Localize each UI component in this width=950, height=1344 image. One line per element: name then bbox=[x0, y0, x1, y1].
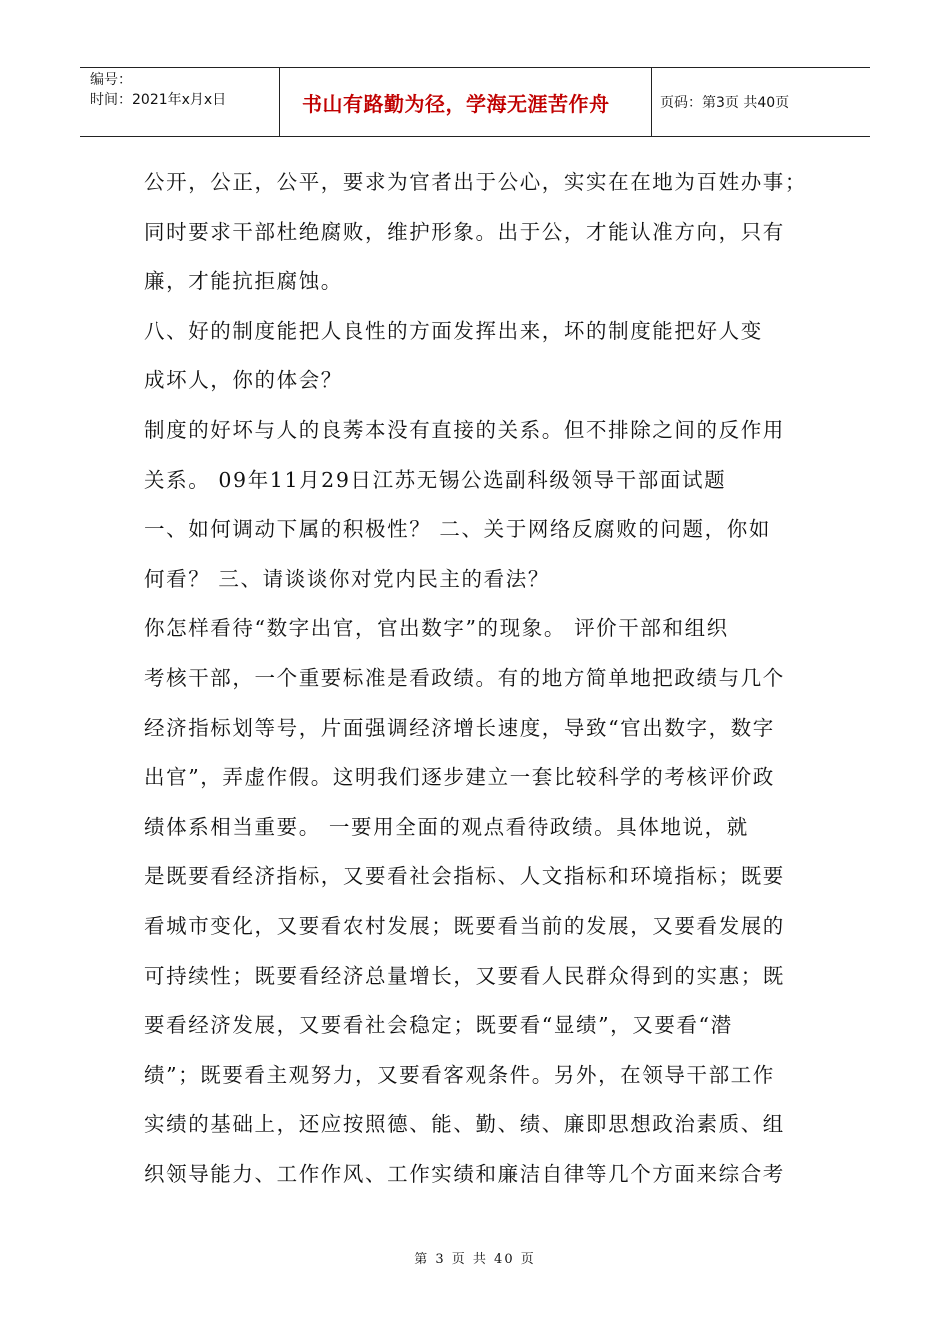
text-line: 八、好的制度能把人良性的方面发挥出来，坏的制度能把好人变 bbox=[144, 318, 763, 343]
text-line: 要看经济发展，又要看社会稳定；既要看“显绩”，又要看“潜 bbox=[144, 1013, 733, 1038]
document-body bbox=[144, 158, 810, 1199]
text-line: 绩”；既要看主观努力，又要看客观条件。另外，在领导干部工作 bbox=[144, 1062, 775, 1087]
header-page-info: 页码：第3页 共40页 bbox=[660, 95, 790, 111]
text-line: 实绩的基础上，还应按照德、能、勤、绩、廉即思想政治素质、组 bbox=[144, 1112, 785, 1137]
text-line: 公开，公正，公平，要求为官者出于公心，实实在在地为百姓办事； bbox=[144, 170, 807, 194]
document-number-label: 编号： bbox=[90, 72, 132, 88]
text-line: 成坏人，你的体会？ bbox=[144, 368, 343, 393]
text-line: 是既要看经济指标，又要看社会指标、人文指标和环境指标；既要 bbox=[144, 864, 785, 889]
header-meta bbox=[80, 68, 280, 136]
text-line: 你怎样看待“数字出官，官出数字”的现象。 评价干部和组织 bbox=[144, 616, 729, 641]
text-line: 出官”，弄虚作假。这明我们逐步建立一套比较科学的考核评价政 bbox=[144, 765, 775, 790]
text-line: 制度的好坏与人的良莠本没有直接的关系。但不排除之间的反作用 bbox=[144, 417, 785, 442]
text-line: 看城市变化，又要看农村发展；既要看当前的发展，又要看发展的 bbox=[144, 913, 785, 938]
page-footer: 第 3 页 共 40 页 bbox=[414, 1252, 536, 1267]
text-line: 绩体系相当重要。 一要用全面的观点看待政绩。具体地说，就 bbox=[144, 814, 749, 839]
text-line: 一、如何调动下属的积极性？ 二、关于网络反腐败的问题，你如 bbox=[144, 517, 771, 542]
document-date-label: 时间：2021年x月x日 bbox=[90, 92, 227, 108]
text-line: 同时要求干部杜绝腐败，维护形象。出于公，才能认准方向，只有 bbox=[144, 219, 785, 244]
text-line: 廉，才能抗拒腐蚀。 bbox=[144, 269, 343, 294]
text-line: 关系。 09年11月29日江苏无锡公选副科级领导干部面试题 bbox=[144, 467, 727, 492]
text-line: 织领导能力、工作作风、工作实绩和廉洁自律等几个方面来综合考 bbox=[144, 1161, 785, 1186]
text-line: 经济指标划等号，片面强调经济增长速度，导致“官出数字，数字 bbox=[144, 715, 775, 740]
text-line: 考核干部，一个重要标准是看政绩。有的地方简单地把政绩与几个 bbox=[144, 665, 785, 690]
document-header bbox=[80, 67, 870, 137]
header-motto: 书山有路勤为径，学海无涯苦作舟 bbox=[280, 68, 652, 136]
text-line: 可持续性；既要看经济总量增长，又要看人民群众得到的实惠；既 bbox=[144, 963, 785, 988]
text-line: 何看？ 三、请谈谈你对党内民主的看法？ bbox=[144, 566, 550, 591]
